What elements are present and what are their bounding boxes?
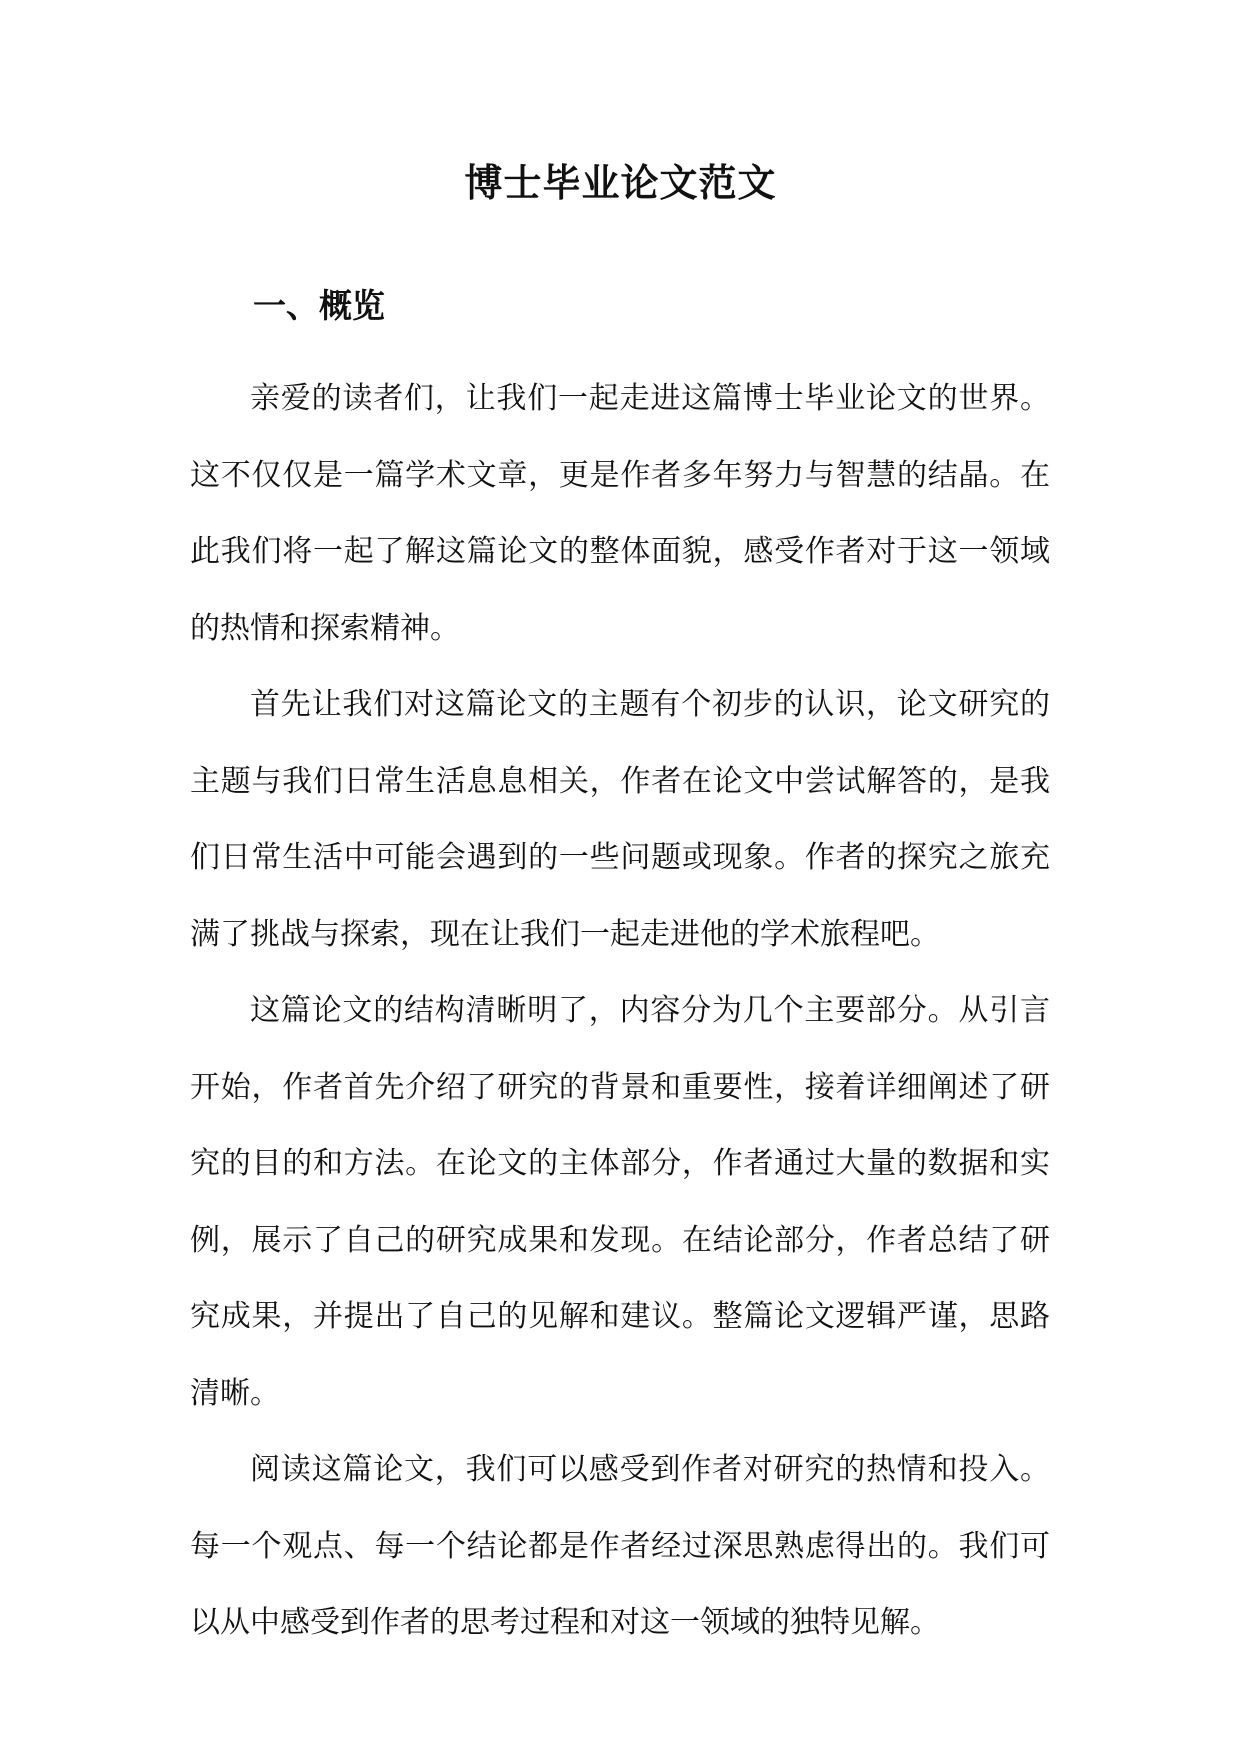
paragraph: 这篇论文的结构清晰明了，内容分为几个主要部分。从引言开始，作者首先介绍了研究的背景和重要性，接着详细阐述了研究的目的和方法。在论文的主体部分，作者通过大量的数据和实例，展示了自己的研究成果和发现。在结论部分，作者总结了研究成果，并提出了自己的见解和建议。整篇论文逻辑严谨，思路清晰。 bbox=[190, 993, 1050, 1411]
paragraph: 首先让我们对这篇论文的主题有个初步的认识，论文研究的主题与我们日常生活息息相关，作者在论文中尝试解答的，是我们日常生活中可能会遇到的一些问题或现象。作者的探究之旅充满了挑战与探索，现在让我们一起走进他的学术旅程吧。 bbox=[190, 687, 1050, 952]
paragraph: 亲爱的读者们，让我们一起走进这篇博士毕业论文的世界。这不仅仅是一篇学术文章，更是作者多年努力与智慧的结晶。在此我们将一起了解这篇论文的整体面貌，感受作者对于这一领域的热情和探索精神。 bbox=[190, 381, 1050, 646]
paragraph: 阅读这篇论文，我们可以感受到作者对研究的热情和投入。每一个观点、每一个结论都是作者经过深思熟虑得出的。我们可以从中感受到作者的思考过程和对这一领域的独特见解。 bbox=[190, 1452, 1050, 1640]
document-body bbox=[190, 361, 1050, 1662]
document-title: 博士毕业论文范文 bbox=[464, 160, 777, 205]
section-heading: 一、概览 bbox=[253, 286, 385, 325]
